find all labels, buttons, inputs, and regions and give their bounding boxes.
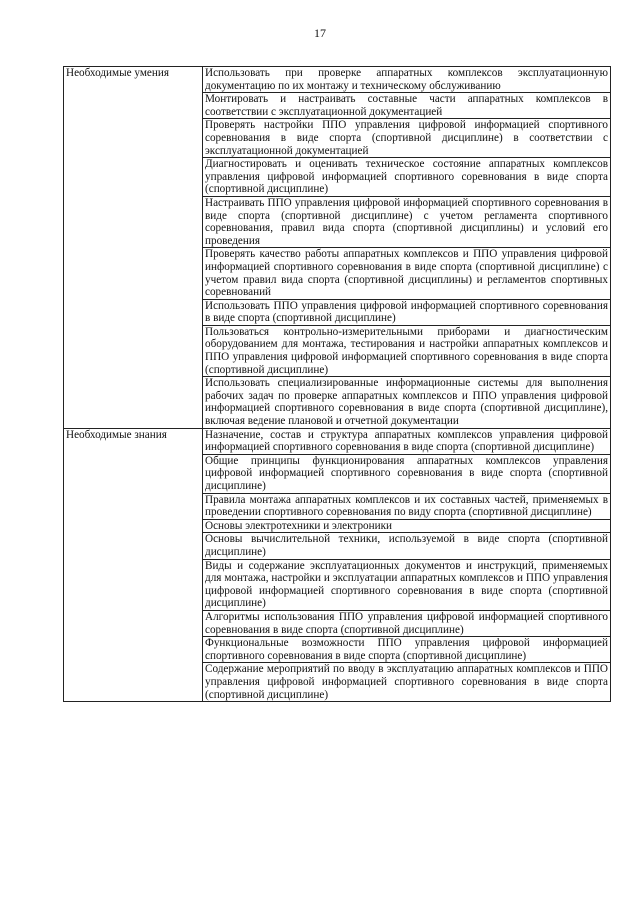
requirements-table bbox=[63, 66, 611, 702]
skill-item: Использовать ППО управления цифровой информацией спортивного соревнования в виде спорта (спортивной дисциплине) bbox=[203, 299, 611, 325]
skill-item: Монтировать и настраивать составные части аппаратных комплексов в соответствии с эксплуатационной документацией bbox=[203, 93, 611, 119]
knowledge-item: Правила монтажа аппаратных комплексов и их составных частей, применяемых в проведении спортивного соревнования по виду спорта (спортивной дисциплине) bbox=[203, 493, 611, 519]
page-number: 17 bbox=[314, 26, 326, 40]
skill-item: Проверять качество работы аппаратных комплексов и ППО управления цифровой информацией спортивного соревнования в виде спорта (спортивной дисциплине) с учетом правил вида спорта (спортивной дисциплины) и регламентов спортивных соревнований bbox=[203, 248, 611, 299]
skill-item: Настраивать ППО управления цифровой информацией спортивного соревнования в виде спорта (спортивной дисциплине) с учетом регламента спортивного соревнования, правил вида спорта (спортивной дисциплины) и условий его проведения bbox=[203, 196, 611, 247]
skill-item: Пользоваться контрольно-измерительными приборами и диагностическим оборудованием для монтажа, тестирования и настройки аппаратных комплексов и ППО управления цифровой информацией спортивного соревнования в виде спорта (спортивной дисциплине) bbox=[203, 325, 611, 376]
skill-item: Проверять настройки ППО управления цифровой информацией спортивного соревнования в виде спорта (спортивной дисциплине) в соответствии с эксплуатационной документацией bbox=[203, 119, 611, 158]
knowledge-item: Назначение, состав и структура аппаратных комплексов управления цифровой информацией спортивного соревнования в виде спорта (спортивной дисциплине) bbox=[203, 428, 611, 454]
knowledge-item: Основы электротехники и электроники bbox=[203, 519, 611, 533]
table-row bbox=[64, 428, 611, 454]
knowledge-item: Содержание мероприятий по вводу в эксплуатацию аппаратных комплексов и ППО управления цифровой информацией спортивного соревнования в виде спорта (спортивной дисциплине) bbox=[203, 663, 611, 702]
knowledge-item: Виды и содержание эксплуатационных документов и инструкций, применяемых для монтажа, настройки и эксплуатации аппаратных комплексов и ППО управления цифровой информацией спортивного соревнования в виде спорта (спортивной дисциплине) bbox=[203, 559, 611, 610]
section-label-knowledge: Необходимые знания bbox=[64, 428, 203, 701]
knowledge-item: Общие принципы функционирования аппаратных комплексов управления цифровой информацией спортивного соревнования в виде спорта (спортивной дисциплине) bbox=[203, 454, 611, 493]
skill-item: Использовать при проверке аппаратных комплексов эксплуатационную документацию по их монтажу и техническому обслуживанию bbox=[203, 67, 611, 93]
knowledge-item: Основы вычислительной техники, используемой в виде спорта (спортивной дисциплине) bbox=[203, 533, 611, 559]
table-row bbox=[64, 67, 611, 93]
skill-item: Использовать специализированные информационные системы для выполнения рабочих задач по проверке аппаратных комплексов и ППО управления цифровой информацией спортивного соревнования в виде спорта (спортивной дисциплине), включая ведение плановой и отчетной документации bbox=[203, 377, 611, 428]
knowledge-item: Функциональные возможности ППО управления цифровой информацией спортивного соревнования в виде спорта (спортивной дисциплине) bbox=[203, 637, 611, 663]
knowledge-item: Алгоритмы использования ППО управления цифровой информацией спортивного соревнования в виде спорта (спортивной дисциплине) bbox=[203, 610, 611, 636]
skill-item: Диагностировать и оценивать техническое состояние аппаратных комплексов управления цифровой информацией спортивного соревнования в виде спорта (спортивной дисциплине) bbox=[203, 158, 611, 197]
section-label-skills: Необходимые умения bbox=[64, 67, 203, 429]
